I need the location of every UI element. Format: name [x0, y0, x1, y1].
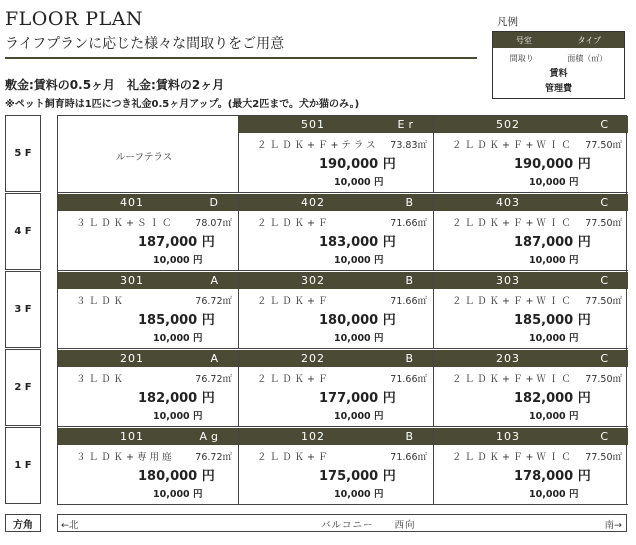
unit-cell [58, 428, 238, 505]
unit-header [58, 428, 238, 445]
page-subtitle: ライフプランに応じた様々な間取りをご用意 [5, 36, 285, 52]
unit-layout: ２ＬＤＫ+Ｆ+テラス [257, 140, 379, 151]
legend-room-label: 号室 [515, 35, 532, 45]
page-title: FLOOR PLAN [5, 8, 144, 30]
south-indicator: 南→ [604, 520, 622, 531]
unit-type: B [405, 274, 417, 287]
unit-type: A [210, 352, 222, 365]
unit-fee: 10,000 円 [529, 177, 579, 188]
roof-terrace-label: ルーフテラス [116, 152, 173, 163]
unit-header [58, 194, 238, 211]
unit-cell [433, 428, 628, 505]
unit-fee: 10,000 円 [334, 333, 384, 344]
unit-area: 71.66㎡ [390, 452, 427, 463]
unit-rent: 187,000 円 [138, 235, 215, 250]
unit-type: C [600, 118, 612, 131]
unit-header [434, 116, 628, 133]
legend-fee-label: 管理費 [544, 84, 572, 94]
legend-type-label: タイプ [577, 35, 602, 45]
unit-number: 101 [120, 430, 144, 443]
unit-fee: 10,000 円 [529, 255, 579, 266]
unit-rent: 187,000 円 [514, 235, 591, 250]
unit-type: D [209, 196, 222, 209]
unit-rent: 190,000 円 [514, 157, 591, 172]
floor-label: 4 F [5, 193, 41, 270]
unit-cell [238, 116, 433, 193]
unit-area: 77.50㎡ [585, 374, 622, 385]
balcony-orientation: バルコニー 西向 [321, 520, 416, 531]
unit-fee: 10,000 円 [153, 411, 203, 422]
legend-layout-row [493, 53, 624, 64]
unit-header [434, 194, 628, 211]
legend-rent-label: 賃料 [549, 69, 568, 79]
unit-area: 76.72㎡ [195, 452, 232, 463]
unit-area: 77.50㎡ [585, 452, 622, 463]
unit-layout: ３ＬＤＫ [76, 296, 127, 307]
unit-layout: ３ＬＤＫ+ＳＩＣ [76, 218, 175, 229]
unit-layout: ２ＬＤＫ+Ｆ [257, 296, 331, 307]
unit-number: 203 [496, 352, 520, 365]
title-divider [5, 57, 477, 59]
legend-layout-label: 間取り [509, 54, 534, 63]
direction-bar [57, 514, 627, 532]
unit-number: 102 [301, 430, 325, 443]
unit-layout: ２ＬＤＫ+Ｆ [257, 374, 331, 385]
unit-area: 77.50㎡ [585, 296, 622, 307]
unit-area: 76.72㎡ [195, 374, 232, 385]
unit-cell [58, 194, 238, 271]
unit-rent: 185,000 円 [514, 313, 591, 328]
unit-number: 201 [120, 352, 144, 365]
unit-layout: ２ＬＤＫ+Ｆ [257, 218, 331, 229]
direction-label: 方角 [5, 514, 41, 532]
unit-area: 78.07㎡ [195, 218, 232, 229]
pet-conditions: ※ペット飼育時は1匹につき礼金0.5ヶ月アップ。(最大2匹まで。犬か猫のみ。) [5, 99, 360, 110]
unit-rent: 182,000 円 [138, 391, 215, 406]
north-indicator: ←北 [61, 520, 79, 531]
floor-label: 3 F [5, 271, 41, 348]
unit-fee: 10,000 円 [153, 489, 203, 500]
unit-number: 501 [301, 118, 325, 131]
unit-cell [433, 116, 628, 193]
unit-rent: 177,000 円 [319, 391, 396, 406]
unit-header [434, 350, 628, 367]
unit-rent: 183,000 円 [319, 235, 396, 250]
unit-fee: 10,000 円 [334, 411, 384, 422]
unit-number: 103 [496, 430, 520, 443]
unit-area: 71.66㎡ [390, 296, 427, 307]
unit-type: C [600, 196, 612, 209]
floor-label: 5 F [5, 115, 41, 192]
unit-cell [433, 350, 628, 427]
unit-layout: ２ＬＤＫ+Ｆ+ＷＩＣ [452, 374, 574, 385]
unit-number: 301 [120, 274, 144, 287]
unit-header [58, 272, 238, 289]
unit-header [434, 428, 628, 445]
unit-fee: 10,000 円 [529, 489, 579, 500]
unit-layout: ２ＬＤＫ+Ｆ+ＷＩＣ [452, 140, 574, 151]
unit-area: 77.50㎡ [585, 140, 622, 151]
unit-number: 303 [496, 274, 520, 287]
unit-cell [433, 194, 628, 271]
unit-rent: 175,000 円 [319, 469, 396, 484]
unit-area: 77.50㎡ [585, 218, 622, 229]
unit-type: B [405, 430, 417, 443]
legend-box [492, 31, 625, 99]
unit-header [239, 350, 433, 367]
unit-fee: 10,000 円 [334, 255, 384, 266]
unit-layout: ３ＬＤＫ [76, 374, 127, 385]
unit-layout: ２ＬＤＫ+Ｆ+ＷＩＣ [452, 452, 574, 463]
unit-layout: ３ＬＤＫ+専用庭 [76, 452, 175, 463]
floor-plan-grid [57, 115, 627, 505]
deposit-conditions: 敷金:賃料の0.5ヶ月 礼金:賃料の2ヶ月 [5, 78, 225, 92]
unit-rent: 185,000 円 [138, 313, 215, 328]
unit-cell [238, 428, 433, 505]
unit-type: B [405, 196, 417, 209]
unit-header [239, 116, 433, 133]
unit-rent: 180,000 円 [319, 313, 396, 328]
unit-type: Er [397, 118, 417, 131]
roof-terrace-cell [58, 116, 238, 193]
unit-fee: 10,000 円 [334, 177, 384, 188]
legend-area-label: 面積（㎡） [567, 54, 608, 63]
unit-header [239, 272, 433, 289]
unit-type: B [405, 352, 417, 365]
unit-type: C [600, 352, 612, 365]
unit-header [239, 428, 433, 445]
unit-number: 202 [301, 352, 325, 365]
unit-layout: ２ＬＤＫ+Ｆ+ＷＩＣ [452, 296, 574, 307]
unit-type: Ag [199, 430, 222, 443]
floor-labels [5, 115, 41, 505]
unit-number: 401 [120, 196, 144, 209]
legend-title: 凡例 [497, 16, 518, 28]
floor-label: 1 F [5, 427, 41, 504]
unit-number: 302 [301, 274, 325, 287]
unit-layout: ２ＬＤＫ+Ｆ [257, 452, 331, 463]
unit-number: 402 [301, 196, 325, 209]
unit-fee: 10,000 円 [153, 255, 203, 266]
unit-cell [433, 272, 628, 349]
unit-cell [58, 272, 238, 349]
unit-cell [238, 350, 433, 427]
unit-fee: 10,000 円 [334, 489, 384, 500]
unit-area: 73.83㎡ [390, 140, 427, 151]
unit-cell [238, 272, 433, 349]
unit-header [239, 194, 433, 211]
unit-rent: 180,000 円 [138, 469, 215, 484]
unit-layout: ２ＬＤＫ+Ｆ+ＷＩＣ [452, 218, 574, 229]
unit-area: 71.66㎡ [390, 218, 427, 229]
unit-fee: 10,000 円 [529, 333, 579, 344]
unit-cell [58, 350, 238, 427]
unit-rent: 182,000 円 [514, 391, 591, 406]
unit-header [434, 272, 628, 289]
legend-header [493, 32, 624, 48]
floor-label: 2 F [5, 349, 41, 426]
unit-type: C [600, 274, 612, 287]
unit-rent: 178,000 円 [514, 469, 591, 484]
unit-number: 403 [496, 196, 520, 209]
unit-type: A [210, 274, 222, 287]
unit-area: 76.72㎡ [195, 296, 232, 307]
unit-type: C [600, 430, 612, 443]
unit-cell [238, 194, 433, 271]
unit-rent: 190,000 円 [319, 157, 396, 172]
unit-header [58, 350, 238, 367]
unit-area: 71.66㎡ [390, 374, 427, 385]
unit-fee: 10,000 円 [529, 411, 579, 422]
unit-fee: 10,000 円 [153, 333, 203, 344]
unit-number: 502 [496, 118, 520, 131]
